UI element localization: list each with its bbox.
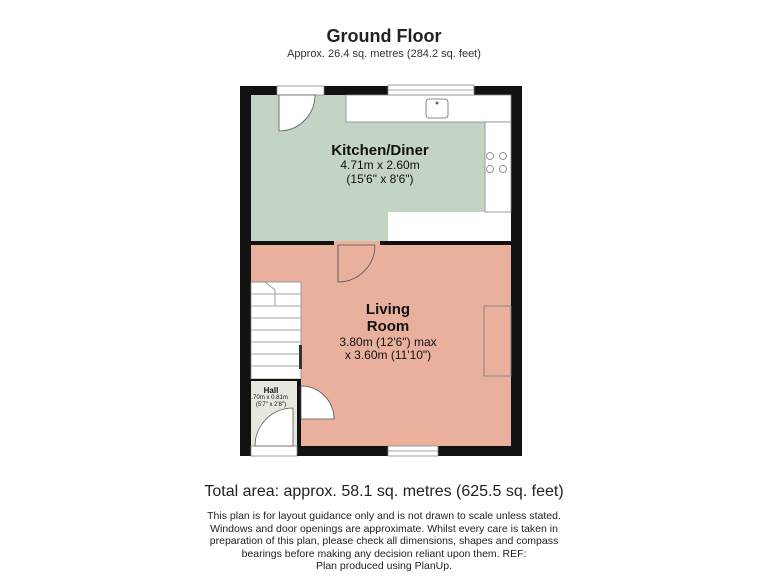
- hall-name: Hall: [263, 386, 279, 395]
- interior-wall: [251, 241, 511, 245]
- hall-dim-metric: 1.70m x 0.81m: [248, 395, 288, 402]
- disclaimer-line: This plan is for layout guidance only and is not drawn to scale unless stated.: [207, 510, 561, 522]
- living-window: [388, 446, 438, 456]
- kitchen-worktop-side: [485, 122, 511, 212]
- floor-title: Ground Floor: [326, 26, 442, 46]
- kitchen-window: [388, 85, 474, 95]
- living-dim-line2: x 3.60m (11'10"): [344, 348, 432, 363]
- kitchen-white-area: [388, 212, 511, 241]
- disclaimer-line: Plan produced using PlanUp.: [315, 560, 452, 573]
- hall-dim-imperial: (5'7" x 2'8"): [255, 402, 287, 409]
- hall-label: [246, 386, 296, 409]
- hall-wall: [297, 379, 301, 446]
- staircase: [251, 282, 301, 379]
- living-name-line2: Room: [366, 318, 410, 336]
- chimney-breast: [484, 306, 511, 376]
- living-label: [308, 301, 468, 363]
- kitchen-dim-imperial: (15'6" x 8'6"): [346, 172, 414, 187]
- stair-rail: [299, 345, 302, 369]
- living-dim-line1: 3.80m (12'6") max: [339, 334, 437, 349]
- back-door-opening: [277, 86, 324, 95]
- kitchen-dim-metric: 4.71m x 2.60m: [340, 158, 420, 173]
- disclaimer-line: preparation of this plan, please check all dimensions, shapes and compass: [209, 535, 559, 548]
- front-door-opening: [251, 446, 297, 456]
- disclaimer-line: Windows and door openings are approximate. Whilst every care is taken in: [210, 522, 558, 535]
- living-name-line1: Living: [365, 301, 411, 318]
- kitchen-label: [290, 142, 470, 187]
- doorway-gap: [334, 241, 380, 245]
- total-area: Total area: approx. 58.1 sq. metres (625.5 sq. feet): [204, 483, 564, 500]
- disclaimer: [170, 510, 598, 573]
- floor-area: Approx. 26.4 sq. metres (284.2 sq. feet): [287, 48, 481, 60]
- kitchen-name: Kitchen/Diner: [331, 142, 429, 159]
- hall-wall-top: [251, 379, 301, 381]
- disclaimer-line: bearings before making any decision reliant upon them. REF:: [241, 547, 527, 560]
